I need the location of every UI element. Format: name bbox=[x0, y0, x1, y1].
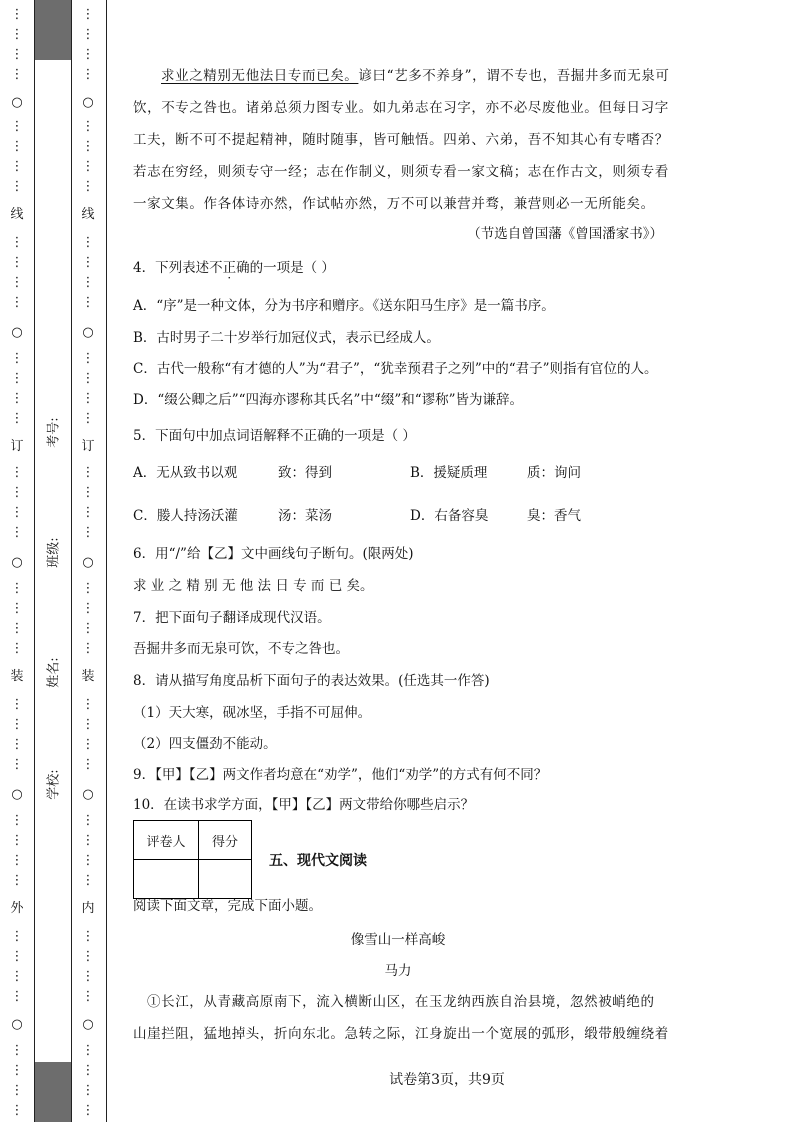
dots: ⋮ bbox=[10, 235, 24, 250]
name-label: 姓名: bbox=[46, 657, 62, 688]
dots: ⋮ bbox=[10, 159, 24, 174]
dots: ⋮ bbox=[81, 969, 95, 984]
dots: ⋮ bbox=[10, 833, 24, 848]
question-4-stem bbox=[133, 260, 335, 276]
dots: ⋮ bbox=[10, 275, 24, 290]
dots: ⋮ bbox=[81, 159, 95, 174]
q6-sentence: 求 业 之 精 别 无 他 法 日 专 而 已 矣。 bbox=[133, 578, 374, 594]
dots: ⋮ bbox=[10, 139, 24, 154]
dots: ⋮ bbox=[10, 621, 24, 636]
q5-option-c: C．媵人持汤沃灌 bbox=[133, 508, 238, 524]
score-table bbox=[133, 820, 252, 899]
student-info-rail bbox=[34, 0, 72, 1122]
dots: ⋮ bbox=[10, 581, 24, 596]
circle-mark: ○ bbox=[82, 555, 94, 570]
question-10-stem: 10．在读书求学方面，【甲】【乙】两文带给你哪些启示？ bbox=[133, 797, 475, 813]
dots: ⋮ bbox=[81, 641, 95, 656]
line-mark: 线 bbox=[81, 207, 95, 222]
dots: ⋮ bbox=[81, 391, 95, 406]
dots: ⋮ bbox=[10, 949, 24, 964]
dots: ⋮ bbox=[10, 485, 24, 500]
dots: ⋮ bbox=[10, 411, 24, 426]
dots: ⋮ bbox=[10, 697, 24, 712]
nei-mark: 内 bbox=[81, 901, 95, 916]
dots: ⋮ bbox=[81, 1063, 95, 1078]
page-footer: 试卷第3页，共9页 bbox=[389, 1072, 505, 1088]
q4-stem-a: 4．下列表述 bbox=[133, 260, 210, 276]
dots: ⋮ bbox=[10, 7, 24, 22]
dots: ⋮ bbox=[81, 949, 95, 964]
dots: ⋮ bbox=[81, 47, 95, 62]
section-title: 五、现代文阅读 bbox=[269, 853, 367, 869]
circle-mark: ○ bbox=[11, 1017, 23, 1032]
dots: ⋮ bbox=[10, 601, 24, 616]
dots: ⋮ bbox=[10, 67, 24, 82]
dots: ⋮ bbox=[81, 737, 95, 752]
dots: ⋮ bbox=[81, 697, 95, 712]
passage-line-2: 饮，不专之咎也。诸弟总须力图专业。如九弟志在习字，亦不必尽废他业。但每日习字 bbox=[133, 100, 669, 116]
dots: ⋮ bbox=[10, 989, 24, 1004]
dots: ⋮ bbox=[81, 813, 95, 828]
ding-mark: 订 bbox=[81, 439, 95, 454]
dots: ⋮ bbox=[81, 7, 95, 22]
q5-option-b: B．援疑质理 bbox=[410, 465, 488, 481]
circle-mark: ○ bbox=[11, 787, 23, 802]
school-label: 学校: bbox=[46, 769, 62, 800]
circle-mark: ○ bbox=[11, 325, 23, 340]
dots: ⋮ bbox=[10, 391, 24, 406]
dots: ⋮ bbox=[81, 465, 95, 480]
passage-source: （节选自曾国藩《曾国潘家书》） bbox=[467, 226, 663, 242]
q4-option-a: A．“序”是一种文体，分为书序和赠序。《送东阳马生序》是一篇书序。 bbox=[133, 298, 555, 314]
question-6-stem: 6．用“/”给【乙】文中画线句子断句。(限两处) bbox=[133, 546, 414, 562]
circle-mark: ○ bbox=[82, 95, 94, 110]
dots: ⋮ bbox=[81, 621, 95, 636]
line-mark: 线 bbox=[10, 207, 24, 222]
wai-mark: 外 bbox=[10, 901, 24, 916]
passage-line-5: 一家文集。作各体诗亦然，作试帖亦然，万不可以兼营并骛，兼营则必一无所能矣。 bbox=[133, 196, 655, 212]
passage-line-1 bbox=[161, 68, 670, 84]
inner-binding-margin bbox=[70, 0, 107, 1122]
dots: ⋮ bbox=[10, 351, 24, 366]
circle-mark: ○ bbox=[82, 787, 94, 802]
dots: ⋮ bbox=[10, 1083, 24, 1098]
dots: ⋮ bbox=[81, 179, 95, 194]
circle-mark: ○ bbox=[11, 555, 23, 570]
q5-option-c-gloss: 汤：菜汤 bbox=[278, 508, 332, 524]
score-cell[interactable] bbox=[199, 860, 252, 899]
passage-line-4: 若志在穷经，则须专守一经；志在作制义，则须专看一家文稿；志在作古文，则须专看 bbox=[133, 164, 669, 180]
q5-option-a: A．无从致书以观 bbox=[133, 465, 238, 481]
exam-number-label: 考号: bbox=[46, 417, 62, 448]
dots: ⋮ bbox=[10, 641, 24, 656]
dots: ⋮ bbox=[10, 27, 24, 42]
rail-shade-top bbox=[35, 0, 71, 60]
dots: ⋮ bbox=[10, 295, 24, 310]
circle-mark: ○ bbox=[82, 1017, 94, 1032]
dots: ⋮ bbox=[81, 757, 95, 772]
question-8-stem: 8．请从描写角度品析下面句子的表达效果。(任选其一作答) bbox=[133, 673, 490, 689]
q7-sentence: 吾掘井多而无泉可饮，不专之咎也。 bbox=[133, 641, 349, 657]
dots: ⋮ bbox=[10, 757, 24, 772]
dots: ⋮ bbox=[81, 275, 95, 290]
dots: ⋮ bbox=[10, 737, 24, 752]
dots: ⋮ bbox=[10, 1103, 24, 1118]
dots: ⋮ bbox=[10, 119, 24, 134]
circle-mark: ○ bbox=[11, 95, 23, 110]
dots: ⋮ bbox=[10, 525, 24, 540]
dots: ⋮ bbox=[10, 853, 24, 868]
dots: ⋮ bbox=[81, 27, 95, 42]
q4-option-b: B．古时男子二十岁举行加冠仪式，表示已经成人。 bbox=[133, 330, 440, 346]
q4-stem-b: 的一项是（ ） bbox=[249, 260, 335, 276]
dots: ⋮ bbox=[81, 67, 95, 82]
ding-mark: 订 bbox=[10, 439, 24, 454]
dots: ⋮ bbox=[10, 465, 24, 480]
dots: ⋮ bbox=[81, 853, 95, 868]
score-header: 得分 bbox=[199, 821, 252, 860]
q5-option-b-gloss: 质：询问 bbox=[527, 465, 581, 481]
article-author: 马力 bbox=[384, 963, 412, 979]
dots: ⋮ bbox=[10, 47, 24, 62]
dots: ⋮ bbox=[10, 929, 24, 944]
article-paragraph-1-line-2: 山崖拦阻，猛地掉头，折向东北。急转之际，江身旋出一个宽展的弧形，缎带般缠绕着 bbox=[133, 1026, 669, 1042]
outer-binding-margin bbox=[0, 0, 34, 1122]
dots: ⋮ bbox=[81, 1103, 95, 1118]
dots: ⋮ bbox=[81, 139, 95, 154]
dots: ⋮ bbox=[81, 525, 95, 540]
dots: ⋮ bbox=[81, 485, 95, 500]
question-5-stem: 5．下面句中加点词语解释不正确的一项是（ ） bbox=[133, 428, 416, 444]
dots: ⋮ bbox=[81, 1043, 95, 1058]
dots: ⋮ bbox=[10, 179, 24, 194]
dots: ⋮ bbox=[81, 411, 95, 426]
section-instruction: 阅读下面文章，完成下面小题。 bbox=[133, 898, 322, 914]
zhuang-mark: 装 bbox=[10, 669, 24, 684]
dots: ⋮ bbox=[81, 255, 95, 270]
dots: ⋮ bbox=[81, 833, 95, 848]
dots: ⋮ bbox=[81, 989, 95, 1004]
q8-sentence-1: （1）天大寒，砚冰坚，手指不可屈伸。 bbox=[133, 705, 372, 721]
circle-mark: ○ bbox=[82, 325, 94, 340]
class-label: 班级: bbox=[46, 537, 62, 568]
dots: ⋮ bbox=[81, 119, 95, 134]
zhuang-mark: 装 bbox=[81, 669, 95, 684]
dots: ⋮ bbox=[81, 351, 95, 366]
dots: ⋮ bbox=[10, 969, 24, 984]
underlined-sentence: 求业之精别无他法日专而已矣。 bbox=[161, 68, 359, 84]
q5-option-a-gloss: 致：得到 bbox=[278, 465, 332, 481]
q4-option-c: C．古代一般称“有才德的人”为“君子”，“犹幸预君子之列”中的“君子”则指有官位的人。 bbox=[133, 361, 658, 377]
dots: ⋮ bbox=[10, 371, 24, 386]
dots: ⋮ bbox=[10, 873, 24, 888]
passage-line-3: 工夫，断不可不提起精神，随时随事，皆可触悟。四弟、六弟，吾不知其心有专嗜否？ bbox=[133, 132, 669, 148]
dots: ⋮ bbox=[81, 371, 95, 386]
article-paragraph-1-line-1: ①长江，从青藏高原南下，流入横断山区，在玉龙纳西族自治县境，忽然被峭绝的 bbox=[147, 994, 655, 1010]
q5-option-d-gloss: 臭：香气 bbox=[527, 508, 581, 524]
grader-cell[interactable] bbox=[134, 860, 199, 899]
dots: ⋮ bbox=[10, 717, 24, 732]
q4-stem-emphasis: 不正确 bbox=[209, 260, 250, 276]
article-title: 像雪山一样高峻 bbox=[350, 932, 446, 948]
dots: ⋮ bbox=[10, 255, 24, 270]
dots: ⋮ bbox=[81, 601, 95, 616]
dots: ⋮ bbox=[81, 581, 95, 596]
q4-option-d: D．“缀公卿之后”“四海亦谬称其氏名”中“缀”和“谬称”皆为谦辞。 bbox=[133, 392, 524, 408]
dots: ⋮ bbox=[10, 505, 24, 520]
question-9-stem: 9．【甲】【乙】两文作者均意在“劝学”，他们“劝学”的方式有何不同？ bbox=[133, 767, 548, 783]
dots: ⋮ bbox=[10, 813, 24, 828]
dots: ⋮ bbox=[81, 873, 95, 888]
dots: ⋮ bbox=[81, 1083, 95, 1098]
dots: ⋮ bbox=[10, 1043, 24, 1058]
grader-header: 评卷人 bbox=[134, 821, 199, 860]
dots: ⋮ bbox=[10, 1063, 24, 1078]
dots: ⋮ bbox=[81, 505, 95, 520]
dots: ⋮ bbox=[81, 295, 95, 310]
dots: ⋮ bbox=[81, 235, 95, 250]
q5-option-d: D．右备容臭 bbox=[410, 508, 489, 524]
passage-text: 谚曰“艺多不养身”，谓不专也，吾掘井多而无泉可 bbox=[358, 68, 670, 84]
dots: ⋮ bbox=[81, 717, 95, 732]
question-7-stem: 7．把下面句子翻译成现代汉语。 bbox=[133, 610, 331, 626]
q8-sentence-2: （2）四支僵劲不能动。 bbox=[133, 736, 277, 752]
dots: ⋮ bbox=[81, 929, 95, 944]
